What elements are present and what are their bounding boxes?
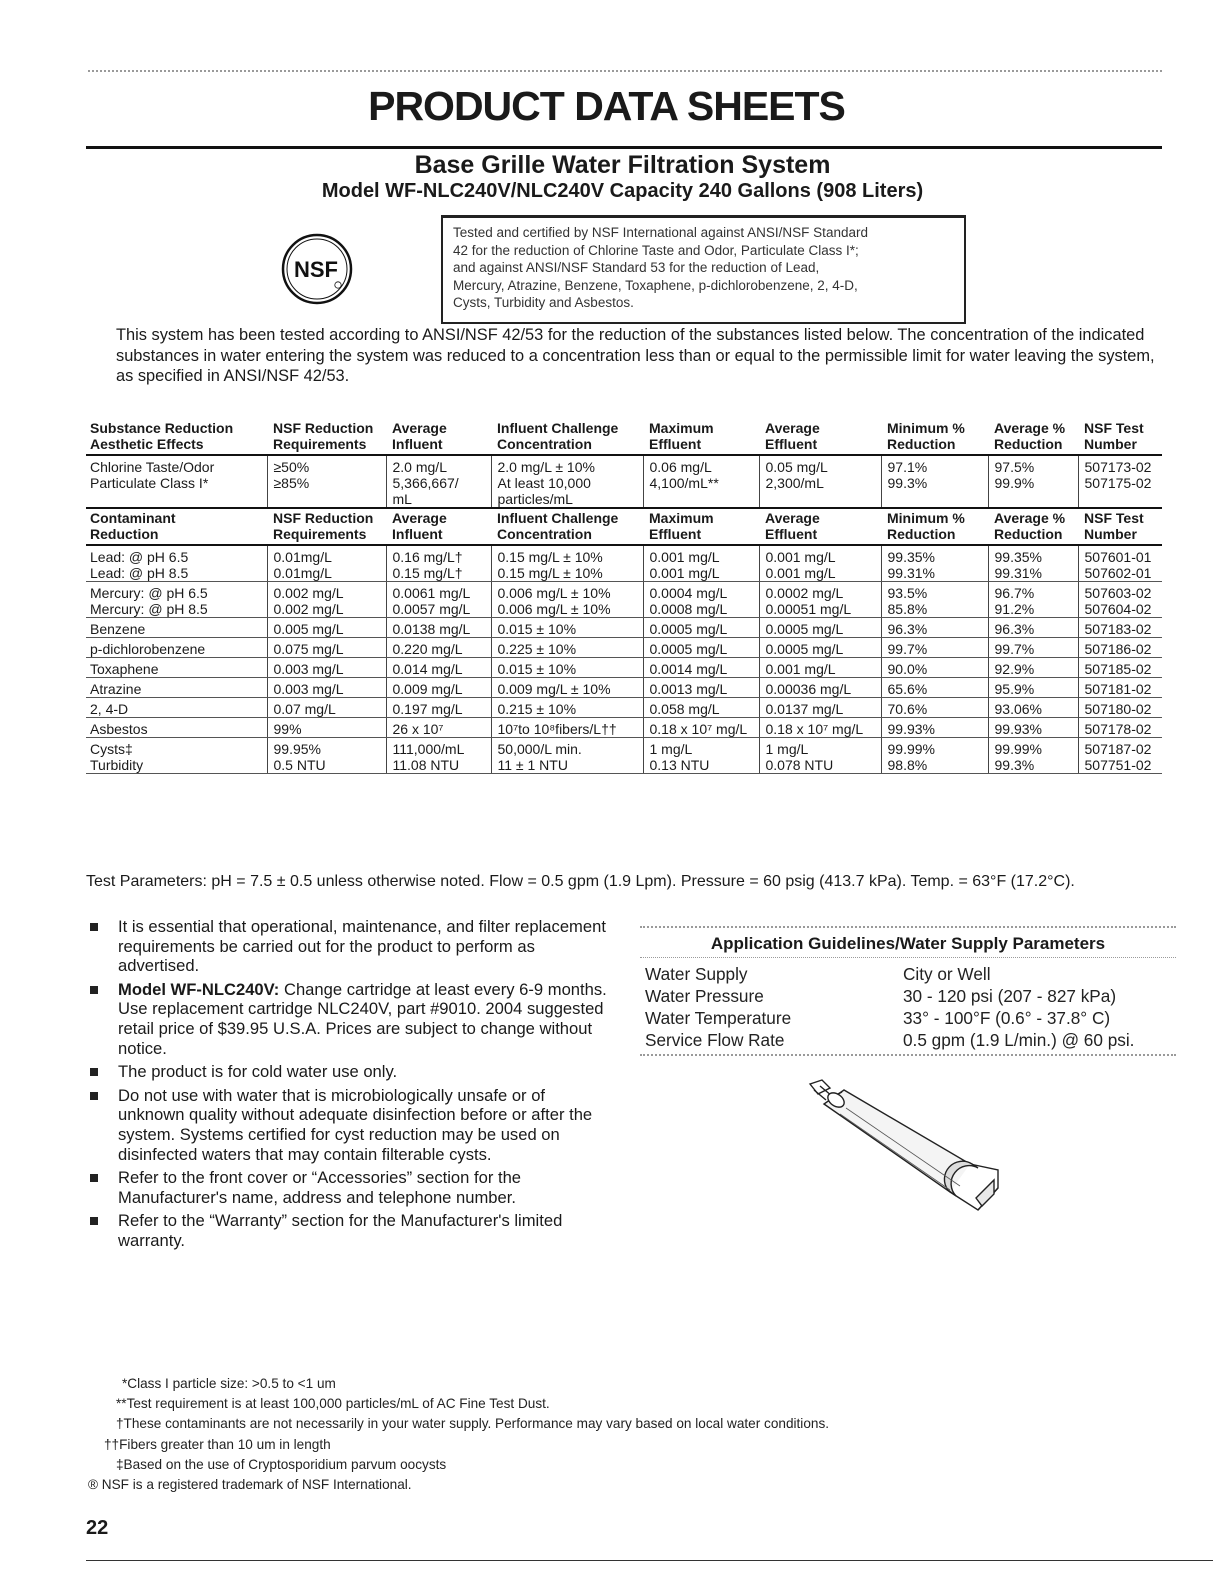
table-cell: 0.18 x 10⁷ mg/L — [759, 718, 881, 738]
table-cell: 0.16 mg/L† 0.15 mg/L† — [386, 545, 491, 582]
note-item — [90, 1062, 610, 1082]
header-cell: NSF Reduction Requirements — [267, 508, 386, 545]
note-item — [90, 1168, 610, 1207]
table-cell: 507178-02 — [1078, 718, 1162, 738]
table-cell: 0.00036 mg/L — [759, 678, 881, 698]
table-cell: 97.5% 99.9% — [988, 455, 1078, 508]
table-cell: 70.6% — [881, 698, 988, 718]
app-row-label: Water Supply — [645, 964, 748, 984]
cert-line: 42 for the reduction of Chlorine Taste and Odor, Particulate Class I*; — [453, 242, 859, 258]
app-top-rule — [640, 926, 1176, 928]
table-cell: 97.1% 99.3% — [881, 455, 988, 508]
table-row — [86, 658, 1162, 678]
table-row — [86, 678, 1162, 698]
table-cell: 92.9% — [988, 658, 1078, 678]
table-cell: 99.35% 99.31% — [881, 545, 988, 582]
table-cell: 99.7% — [988, 638, 1078, 658]
table-cell: 0.001 mg/L — [759, 658, 881, 678]
table-cell: 95.9% — [988, 678, 1078, 698]
table-cell: 0.15 mg/L ± 10% 0.15 mg/L ± 10% — [491, 545, 643, 582]
header-cell: Minimum % Reduction — [881, 508, 988, 545]
table-cell: 99.99% 99.3% — [988, 738, 1078, 774]
note-text: Refer to the “Warranty” section for the Manufacturer's limited warranty. — [118, 1211, 563, 1250]
table-cell: 90.0% — [881, 658, 988, 678]
table-cell: 0.01mg/L 0.01mg/L — [267, 545, 386, 582]
header-cell: Average Influent — [386, 508, 491, 545]
table-cell: 0.015 ± 10% — [491, 658, 643, 678]
app-row — [645, 963, 1165, 985]
header-cell: Minimum % Reduction — [881, 419, 988, 455]
bullet-square-icon — [90, 1092, 98, 1100]
table-cell: Toxaphene — [86, 658, 267, 678]
test-parameters: Test Parameters: pH = 7.5 ± 0.5 unless otherwise noted. Flow = 0.5 gpm (1.9 Lpm). Pressure = 60 psig (413.7 kPa). Temp. = 63°F (17.2°C). — [86, 873, 1075, 890]
table-cell: 0.07 mg/L — [267, 698, 386, 718]
table-cell: 0.06 mg/L 4,100/mL** — [643, 455, 759, 508]
header-cell: Average Effluent — [759, 508, 881, 545]
header-cell: Average % Reduction — [988, 508, 1078, 545]
page-number: 22 — [86, 1517, 109, 1539]
note-text: Do not use with water that is microbiologically unsafe or of unknown quality without adequate disinfection before or after the system. Systems certified for cyst reduction may be used on disinfected waters that may contain filterable cysts. — [118, 1085, 593, 1164]
bullet-square-icon — [90, 1174, 98, 1182]
table-cell: 0.058 mg/L — [643, 698, 759, 718]
table-cell: 0.0137 mg/L — [759, 698, 881, 718]
table-cell: Lead: @ pH 6.5 Lead: @ pH 8.5 — [86, 545, 267, 582]
table-row — [86, 698, 1162, 718]
note-item — [90, 1211, 610, 1250]
table-row — [86, 618, 1162, 638]
nsf-logo — [281, 233, 353, 305]
table-cell: 507173-02 507175-02 — [1078, 455, 1162, 508]
app-title-rule — [640, 957, 1176, 958]
table-cell: 93.5% 85.8% — [881, 582, 988, 618]
note-item — [90, 1086, 610, 1164]
app-row-value: City or Well — [903, 964, 991, 984]
app-row-value: 30 - 120 psi (207 - 827 kPa) — [903, 986, 1117, 1006]
table-cell: 99.35% 99.31% — [988, 545, 1078, 582]
table-cell: ≥50% ≥85% — [267, 455, 386, 508]
table-cell: 0.0004 mg/L 0.0008 mg/L — [643, 582, 759, 618]
header-cell: Average % Reduction — [988, 419, 1078, 455]
note-text: The product is for cold water use only. — [118, 1062, 398, 1082]
table-cell: 0.075 mg/L — [267, 638, 386, 658]
header-cell: Average Influent — [386, 419, 491, 455]
app-row — [645, 1007, 1165, 1029]
table-cell: 0.015 ± 10% — [491, 618, 643, 638]
title-rule — [86, 146, 1162, 149]
cert-line: Tested and certified by NSF International against ANSI/NSF Standard — [453, 225, 868, 240]
table-cell: 0.05 mg/L 2,300/mL — [759, 455, 881, 508]
table-cell: 507187-02 507751-02 — [1078, 738, 1162, 774]
table-cell: Chlorine Taste/Odor Particulate Class I* — [86, 455, 267, 508]
app-row-value: 0.5 gpm (1.9 L/min.) @ 60 psi. — [903, 1030, 1135, 1050]
table-cell: 507603-02 507604-02 — [1078, 582, 1162, 618]
table-cell: 0.003 mg/L — [267, 678, 386, 698]
table-cell: 0.220 mg/L — [386, 638, 491, 658]
table-cell: 96.3% — [988, 618, 1078, 638]
header-cell: Influent Challenge Concentration — [491, 419, 643, 455]
table-cell: 0.0005 mg/L — [643, 618, 759, 638]
footnote: *Class I particle size: >0.5 to <1 um — [122, 1376, 336, 1391]
cert-line: Cysts, Turbidity and Asbestos. — [453, 295, 634, 311]
header-cell: Maximum Effluent — [643, 419, 759, 455]
table-cell: 99% — [267, 718, 386, 738]
header-cell: NSF Reduction Requirements — [267, 419, 386, 455]
table-cell: 2.0 mg/L ± 10% At least 10,000 particles/mL — [491, 455, 643, 508]
header-cell: NSF Test Number — [1078, 419, 1162, 455]
intro-paragraph: This system has been tested according to ANSI/NSF 42/53 for the reduction of the substances listed below. The concentration of the indicated substances in water entering the system was reduced to a concentration less than or equal to the permissible limit for water leaving the system, as specified in ANSI/NSF 42/53. — [116, 326, 1155, 385]
table-row — [86, 738, 1162, 774]
header-cell: Maximum Effluent — [643, 508, 759, 545]
table-cell: Mercury: @ pH 6.5 Mercury: @ pH 8.5 — [86, 582, 267, 618]
reduction-table — [86, 419, 1162, 774]
table-cell: 99.95% 0.5 NTU — [267, 738, 386, 774]
header-cell: Contaminant Reduction — [86, 508, 267, 545]
table-cell: 507185-02 — [1078, 658, 1162, 678]
table-cell: 1 mg/L 0.13 NTU — [643, 738, 759, 774]
footnote: ® NSF is a registered trademark of NSF International. — [88, 1477, 412, 1493]
table-cell: 0.0005 mg/L — [759, 638, 881, 658]
bullet-square-icon — [90, 1068, 98, 1076]
footnote: †These contaminants are not necessarily in your water supply. Performance may vary based on local water conditions. — [116, 1416, 830, 1432]
table-cell: 26 x 10⁷ — [386, 718, 491, 738]
note-text: It is essential that operational, maintenance, and filter replacement requirements be carried out for the product to perform as advertised. — [118, 917, 606, 976]
note-text: Refer to the front cover or “Accessories” section for the Manufacturer's name, address and telephone number. — [118, 1168, 522, 1207]
table-cell: 99.7% — [881, 638, 988, 658]
table-cell: Atrazine — [86, 678, 267, 698]
certification-box — [441, 215, 966, 324]
footnote: ††Fibers greater than 10 um in length — [104, 1436, 331, 1452]
table-cell: Benzene — [86, 618, 267, 638]
table-cell: 99.99% 98.8% — [881, 738, 988, 774]
table-cell: 0.014 mg/L — [386, 658, 491, 678]
page-title: PRODUCT DATA SHEETS — [368, 83, 845, 129]
app-row-label: Water Pressure — [645, 986, 764, 1006]
note-bold-text: Model WF-NLC240V: — [118, 979, 280, 999]
system-title: Base Grille Water Filtration System — [414, 151, 831, 179]
app-row-value: 33° - 100°F (0.6° - 37.8° C) — [903, 1008, 1111, 1028]
table-cell: 65.6% — [881, 678, 988, 698]
app-row-label: Service Flow Rate — [645, 1030, 785, 1050]
bottom-rule — [86, 1560, 1213, 1561]
table-cell: 0.0061 mg/L 0.0057 mg/L — [386, 582, 491, 618]
footnotes — [88, 1374, 1110, 1495]
table-cell: 507181-02 — [1078, 678, 1162, 698]
table-cell: 507186-02 — [1078, 638, 1162, 658]
cert-line: and against ANSI/NSF Standard 53 for the reduction of Lead, — [453, 260, 820, 276]
app-bottom-rule — [640, 1054, 1176, 1056]
header-cell: Average Effluent — [759, 419, 881, 455]
app-row — [645, 1029, 1165, 1051]
table-cell: 507180-02 — [1078, 698, 1162, 718]
table-header-row — [86, 419, 1162, 455]
table-cell: 0.009 mg/L ± 10% — [491, 678, 643, 698]
table-cell: 0.003 mg/L — [267, 658, 386, 678]
application-guidelines-title: Application Guidelines/Water Supply Parameters — [710, 934, 1106, 953]
top-dotted-rule — [88, 70, 1162, 72]
table-cell: 1 mg/L 0.078 NTU — [759, 738, 881, 774]
table-cell: 96.3% — [881, 618, 988, 638]
table-cell: 0.0014 mg/L — [643, 658, 759, 678]
note-text: Change cartridge at least every 6-9 months. Use replacement cartridge NLC240V, part #9010. 2004 suggested retail price of $39.95 U.S.A. Prices are subject to change without notice. — [118, 979, 607, 1058]
footnote: **Test requirement is at least 100,000 particles/mL of AC Fine Test Dust. — [116, 1396, 550, 1412]
bullet-square-icon — [90, 923, 98, 931]
bullet-square-icon — [90, 986, 98, 994]
table-row — [86, 718, 1162, 738]
table-cell: 0.006 mg/L ± 10% 0.006 mg/L ± 10% — [491, 582, 643, 618]
note-item — [90, 980, 610, 1058]
table-cell: 0.005 mg/L — [267, 618, 386, 638]
app-row-label: Water Temperature — [645, 1008, 792, 1028]
header-cell: NSF Test Number — [1078, 508, 1162, 545]
table-cell: 0.225 ± 10% — [491, 638, 643, 658]
table-cell: 0.0138 mg/L — [386, 618, 491, 638]
table-cell: 0.197 mg/L — [386, 698, 491, 718]
footnote: ‡Based on the use of Cryptosporidium parvum oocysts — [116, 1456, 447, 1472]
table-row — [86, 545, 1162, 582]
table-cell: 0.001 mg/L 0.001 mg/L — [759, 545, 881, 582]
table-cell: 0.18 x 10⁷ mg/L — [643, 718, 759, 738]
table-cell: 0.001 mg/L 0.001 mg/L — [643, 545, 759, 582]
table-cell: 50,000/L min. 11 ± 1 NTU — [491, 738, 643, 774]
notes-list — [90, 917, 610, 1255]
table-cell: 0.0005 mg/L — [759, 618, 881, 638]
table-cell: 2.0 mg/L 5,366,667/ mL — [386, 455, 491, 508]
table-cell: 99.93% — [881, 718, 988, 738]
table-cell: p-dichlorobenzene — [86, 638, 267, 658]
bullet-square-icon — [90, 1217, 98, 1225]
header-cell: Substance Reduction Aesthetic Effects — [86, 419, 267, 455]
table-cell: 0.002 mg/L 0.002 mg/L — [267, 582, 386, 618]
table-cell: 0.215 ± 10% — [491, 698, 643, 718]
cert-line: Mercury, Atrazine, Benzene, Toxaphene, p-dichlorobenzene, 2, 4-D, — [453, 277, 858, 293]
table-cell: 93.06% — [988, 698, 1078, 718]
note-item — [90, 917, 610, 976]
table-row — [86, 638, 1162, 658]
table-cell: 0.0013 mg/L — [643, 678, 759, 698]
table-cell: 507183-02 — [1078, 618, 1162, 638]
filter-cartridge-illustration — [800, 1078, 1005, 1213]
table-cell: 111,000/mL 11.08 NTU — [386, 738, 491, 774]
table-cell: Cysts‡ Turbidity — [86, 738, 267, 774]
nsf-logo-text: NSF — [294, 257, 338, 282]
model-title: Model WF-NLC240V/NLC240V Capacity 240 Gallons (908 Liters) — [321, 180, 924, 202]
table-cell: Asbestos — [86, 718, 267, 738]
header-cell: Influent Challenge Concentration — [491, 508, 643, 545]
table-cell: 99.93% — [988, 718, 1078, 738]
table-row — [86, 455, 1162, 508]
table-cell: 0.009 mg/L — [386, 678, 491, 698]
table-cell: 0.0005 mg/L — [643, 638, 759, 658]
table-cell: 507601-01 507602-01 — [1078, 545, 1162, 582]
table-cell: 96.7% 91.2% — [988, 582, 1078, 618]
application-guidelines-table — [645, 963, 1165, 1051]
table-cell: 2, 4-D — [86, 698, 267, 718]
table-cell: 10⁷to 10⁸fibers/L†† — [491, 718, 643, 738]
table-row — [86, 582, 1162, 618]
app-row — [645, 985, 1165, 1007]
table-cell: 0.0002 mg/L 0.00051 mg/L — [759, 582, 881, 618]
table-header-row — [86, 508, 1162, 545]
